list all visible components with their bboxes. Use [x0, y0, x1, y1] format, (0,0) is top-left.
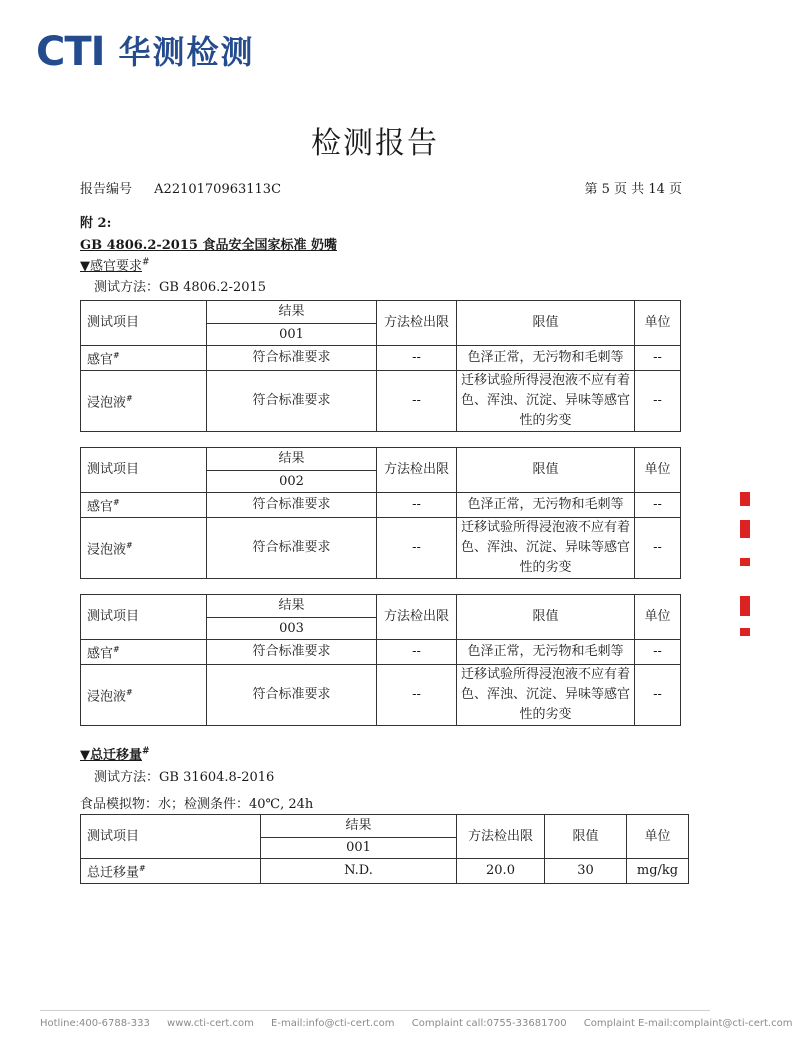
- header-limit: 限值: [457, 301, 635, 346]
- standard-title: GB 4806.2-2015 食品安全国家标准 奶嘴: [80, 238, 337, 253]
- footer-website[interactable]: www.cti-cert.com: [167, 1018, 254, 1029]
- footer-complaint-call: Complaint call:0755-33681700: [411, 1018, 567, 1029]
- sample-id: 003: [207, 618, 377, 640]
- report-number: A2210170963113C: [154, 182, 282, 197]
- item-cell: [81, 665, 207, 726]
- sensory-table-1: [80, 300, 681, 432]
- header-unit: 单位: [635, 595, 681, 640]
- item-mark: #: [126, 688, 133, 698]
- limit-cell: 迁移试验所得浸泡液不应有着色、浑浊、沉淀、异味等感官性的劣变: [457, 665, 635, 726]
- item-cell: [81, 346, 207, 371]
- footer-divider: [40, 1010, 710, 1011]
- header-method-limit: 方法检出限: [377, 595, 457, 640]
- limit-cell: 迁移试验所得浸泡液不应有着色、浑浊、沉淀、异味等感官性的劣变: [457, 518, 635, 579]
- header-result: 结果: [207, 448, 377, 471]
- mdl-cell: --: [377, 493, 457, 518]
- item-name: 感官: [87, 352, 114, 368]
- header-item: 测试项目: [81, 815, 261, 859]
- header-result: 结果: [261, 815, 457, 838]
- sample-id: 002: [207, 471, 377, 493]
- result-cell: 符合标准要求: [207, 518, 377, 579]
- page-title: 检测报告: [311, 126, 439, 161]
- mdl-cell: 20.0: [457, 859, 545, 884]
- result-cell: 符合标准要求: [207, 371, 377, 432]
- header-limit: 限值: [457, 595, 635, 640]
- mdl-cell: --: [377, 665, 457, 726]
- stamp-fragment: [740, 520, 750, 538]
- limit-cell: 色泽正常，无污物和毛刺等: [457, 346, 635, 371]
- company-logo: [36, 28, 255, 76]
- footer-hotline: Hotline:400-6788-333: [40, 1018, 150, 1029]
- unit-cell: --: [635, 518, 681, 579]
- footer-email[interactable]: E-mail:info@cti-cert.com: [271, 1018, 395, 1029]
- unit-cell: --: [635, 493, 681, 518]
- attachment-label: 附 2:: [80, 216, 112, 231]
- section1-heading-text: ▼感官要求: [80, 259, 142, 274]
- item-mark: #: [126, 541, 133, 551]
- result-cell: N.D.: [261, 859, 457, 884]
- result-cell: 符合标准要求: [207, 346, 377, 371]
- item-cell: [81, 640, 207, 665]
- table-row: [81, 518, 681, 579]
- logo-chinese-name: 华测检测: [118, 33, 255, 71]
- item-mark: #: [113, 498, 120, 507]
- item-mark: #: [126, 394, 133, 404]
- footer: [40, 1018, 793, 1029]
- table-row: [81, 371, 681, 432]
- limit-cell: 30: [545, 859, 627, 884]
- section2-heading-text: ▼总迁移量: [80, 748, 142, 763]
- header-method-limit: 方法检出限: [377, 301, 457, 346]
- sensory-table-3: [80, 594, 681, 726]
- stamp-fragment: [740, 628, 750, 636]
- item-mark: #: [113, 351, 120, 360]
- report-number-row: [80, 178, 281, 197]
- item-cell: [81, 518, 207, 579]
- item-mark: #: [139, 864, 146, 873]
- item-name: 感官: [87, 646, 114, 662]
- unit-cell: --: [635, 665, 681, 726]
- stamp-fragment: [740, 558, 750, 566]
- header-result: 结果: [207, 595, 377, 618]
- unit-cell: --: [635, 640, 681, 665]
- limit-cell: 色泽正常，无污物和毛刺等: [457, 640, 635, 665]
- item-name: 总迁移量: [87, 865, 140, 881]
- item-cell: [81, 371, 207, 432]
- stamp-fragment: [740, 492, 750, 506]
- mdl-cell: --: [377, 371, 457, 432]
- table-row: [81, 640, 681, 665]
- header-item: 测试项目: [81, 301, 207, 346]
- header-item: 测试项目: [81, 448, 207, 493]
- header-method-limit: 方法检出限: [377, 448, 457, 493]
- sample-id: 001: [207, 324, 377, 346]
- mdl-cell: --: [377, 640, 457, 665]
- header-unit: 单位: [627, 815, 689, 859]
- section1-method: 测试方法：GB 4806.2-2015: [94, 280, 267, 295]
- limit-cell: 色泽正常，无污物和毛刺等: [457, 493, 635, 518]
- table-row: [81, 346, 681, 371]
- result-cell: 符合标准要求: [207, 665, 377, 726]
- item-name: 浸泡液: [87, 689, 127, 705]
- footer-complaint-email[interactable]: Complaint E-mail:complaint@cti-cert.com: [583, 1018, 793, 1029]
- sample-id: 001: [261, 838, 457, 859]
- result-cell: 符合标准要求: [207, 493, 377, 518]
- item-cell: [81, 493, 207, 518]
- table-row: [81, 493, 681, 518]
- unit-cell: --: [635, 346, 681, 371]
- section1-heading: [80, 255, 150, 274]
- unit-cell: --: [635, 371, 681, 432]
- section1-mark: #: [142, 257, 150, 268]
- stamp-fragment: [740, 596, 750, 616]
- section2-mark: #: [142, 746, 150, 757]
- header-unit: 单位: [635, 301, 681, 346]
- table-row: [81, 859, 689, 884]
- item-name: 浸泡液: [87, 542, 127, 558]
- item-name: 浸泡液: [87, 395, 127, 411]
- section2-heading: [80, 744, 150, 763]
- sensory-table-2: [80, 447, 681, 579]
- logo-text: CTI: [36, 29, 105, 75]
- header-limit: 限值: [457, 448, 635, 493]
- result-cell: 符合标准要求: [207, 640, 377, 665]
- header-item: 测试项目: [81, 595, 207, 640]
- mdl-cell: --: [377, 518, 457, 579]
- unit-cell: mg/kg: [627, 859, 689, 884]
- header-unit: 单位: [635, 448, 681, 493]
- section2-method: 测试方法：GB 31604.8-2016: [94, 770, 275, 785]
- table-row: [81, 665, 681, 726]
- header-method-limit: 方法检出限: [457, 815, 545, 859]
- page-indicator: 第 5 页 共 14 页: [584, 182, 682, 197]
- migration-table: [80, 814, 689, 884]
- header-result: 结果: [207, 301, 377, 324]
- header-limit: 限值: [545, 815, 627, 859]
- report-number-label: 报告编号: [80, 182, 133, 197]
- limit-cell: 迁移试验所得浸泡液不应有着色、浑浊、沉淀、异味等感官性的劣变: [457, 371, 635, 432]
- item-mark: #: [113, 645, 120, 654]
- item-cell: [81, 859, 261, 884]
- item-name: 感官: [87, 499, 114, 515]
- section2-conditions: 食品模拟物：水；检测条件：40℃, 24h: [80, 797, 314, 812]
- mdl-cell: --: [377, 346, 457, 371]
